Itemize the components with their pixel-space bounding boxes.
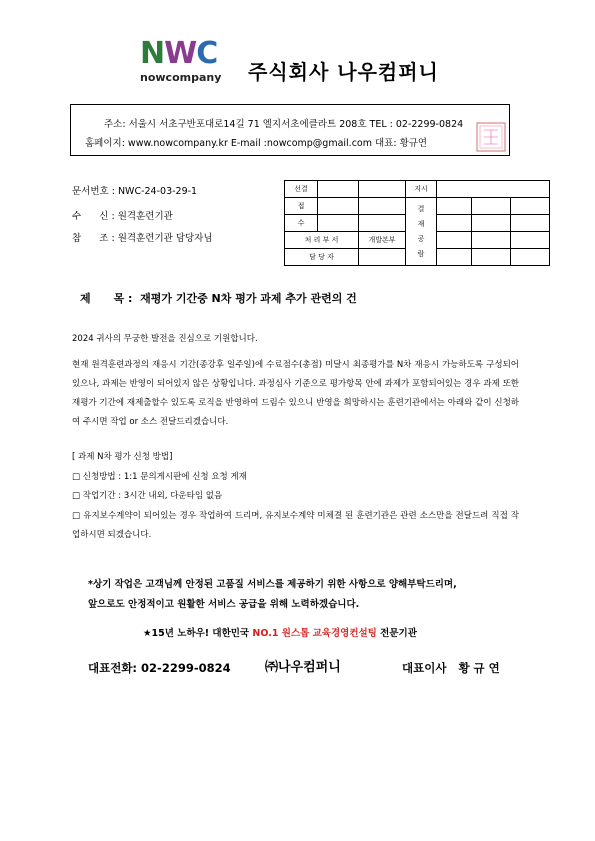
logo-mark: NWC [140, 36, 218, 71]
approval-cell [472, 249, 511, 266]
dept-label: 처 리 부 서 [285, 232, 359, 249]
footer-ceo: 대표이사 황 규 연 [402, 661, 500, 675]
method-title: [ 과제 N차 평가 신청 방법] [72, 452, 173, 462]
approval-cell [318, 181, 359, 198]
reference-row [72, 230, 213, 244]
promo-highlight: NO.1 원스톱 교육경영컨설팅 [252, 628, 377, 639]
reference-value: : 원격훈련기관 담당자님 [111, 233, 213, 244]
notice-line: *상기 작업은 고객님께 안정된 고품질 서비스를 제공하기 위한 사항으로 양해부탁드리며, [88, 579, 457, 590]
gyeoljae-gongram-label [406, 198, 437, 266]
logo-text: nowcompany [140, 71, 222, 84]
approval-cell [511, 249, 550, 266]
approval-cell [511, 198, 550, 215]
su-label: 수 [285, 215, 318, 232]
greeting-text: 2024 귀사의 무궁한 발전을 진심으로 기원합니다. [72, 334, 258, 344]
gong-char: 공 [417, 234, 425, 243]
company-logo [140, 38, 240, 96]
method-item: □ 유지보수계약이 되어있는 경우 작업하여 드리며, 유지보수계약 미체결 된 훈련기관은 관련 소스만을 전달드려 직접 작업하시면 되겠습니다. [72, 510, 519, 540]
approval-cell [359, 198, 406, 215]
reference-label: 참 조 [72, 233, 109, 244]
jae-char: 재 [417, 219, 425, 228]
seongyeol-label: 선결 [285, 181, 318, 198]
notice-line: 앞으로도 안정적이고 원활한 서비스 공급을 위해 노력하겠습니다. [88, 599, 360, 610]
promo-prefix: ★15년 노하우! 대한민국 [143, 628, 253, 639]
approval-cell [437, 181, 550, 198]
company-name: 주식회사 나우컴퍼니 [248, 60, 439, 84]
approval-table [284, 180, 550, 266]
approval-cell [318, 198, 359, 215]
footer-company-name: ㈜나우컴퍼니 [265, 660, 341, 675]
approval-cell [472, 215, 511, 232]
address-line: 주소: 서울시 서초구반포대로14길 71 엘지서초에클라트 208호 TEL : 02-2299-0824 [104, 119, 464, 130]
approval-cell [472, 232, 511, 249]
approval-cell [359, 215, 406, 232]
gyeol-char: 결 [417, 204, 425, 213]
document-number: 문서번호 : NWC-24-03-29-1 [72, 186, 198, 197]
contact-line: 홈페이지: www.nowcompany.kr E-mail :nowcomp@gmail.com 대표: 황규연 [85, 138, 428, 149]
method-item: □ 신청방법 : 1:1 문의게시판에 신청 요청 게재 [72, 471, 247, 482]
recipient-value: : 원격훈련기관 [111, 211, 173, 222]
recipient-row [72, 208, 173, 222]
approval-cell [437, 232, 472, 249]
approval-cell [437, 215, 472, 232]
approval-cell [472, 198, 511, 215]
jeop-label: 접 [285, 198, 318, 215]
promo-line [143, 625, 417, 639]
person-label: 담 당 자 [285, 249, 359, 266]
approval-cell [511, 232, 550, 249]
document-subject: 제 목 : 재평가 기간중 N차 평가 과제 추가 관련의 건 [80, 292, 357, 305]
ram-char: 람 [417, 249, 425, 258]
body-paragraph: 현재 원격훈련과정의 재응시 기간(종강후 일주일)에 수료점수(총점) 미달시 최종평가를 N차 재응시 가능하도록 구성되어있으나, 과제는 반영이 되어있지 않은 상황입니다. 과정심사 기준으로 평가항목 안에 과제가 포함되어있는 경우 과제 또한 재평가 기간에 재제출할수 있도록 로직을 반영하여 드림수 있으니 반영을 희망하시는 훈련기관에서는 아래와 같이 신청하여 주시면 작업 or 소스 전달드리겠습니다. [72, 360, 519, 427]
approval-cell [437, 249, 472, 266]
method-section [72, 448, 519, 546]
person-value [359, 249, 406, 266]
notice-block [88, 575, 457, 615]
approval-cell [511, 215, 550, 232]
footer-phone: 대표전화: 02-2299-0824 [88, 661, 231, 675]
jisi-label: 지시 [406, 181, 437, 198]
approval-cell [437, 198, 472, 215]
method-item: □ 작업기간 : 3시간 내외, 다운타임 없음 [72, 491, 223, 501]
company-seal-icon [474, 120, 508, 154]
approval-cell [318, 215, 359, 232]
approval-cell [359, 181, 406, 198]
recipient-label: 수 신 [72, 211, 109, 222]
promo-suffix: 전문기관 [376, 628, 417, 639]
dept-value: 개발본부 [359, 232, 406, 249]
